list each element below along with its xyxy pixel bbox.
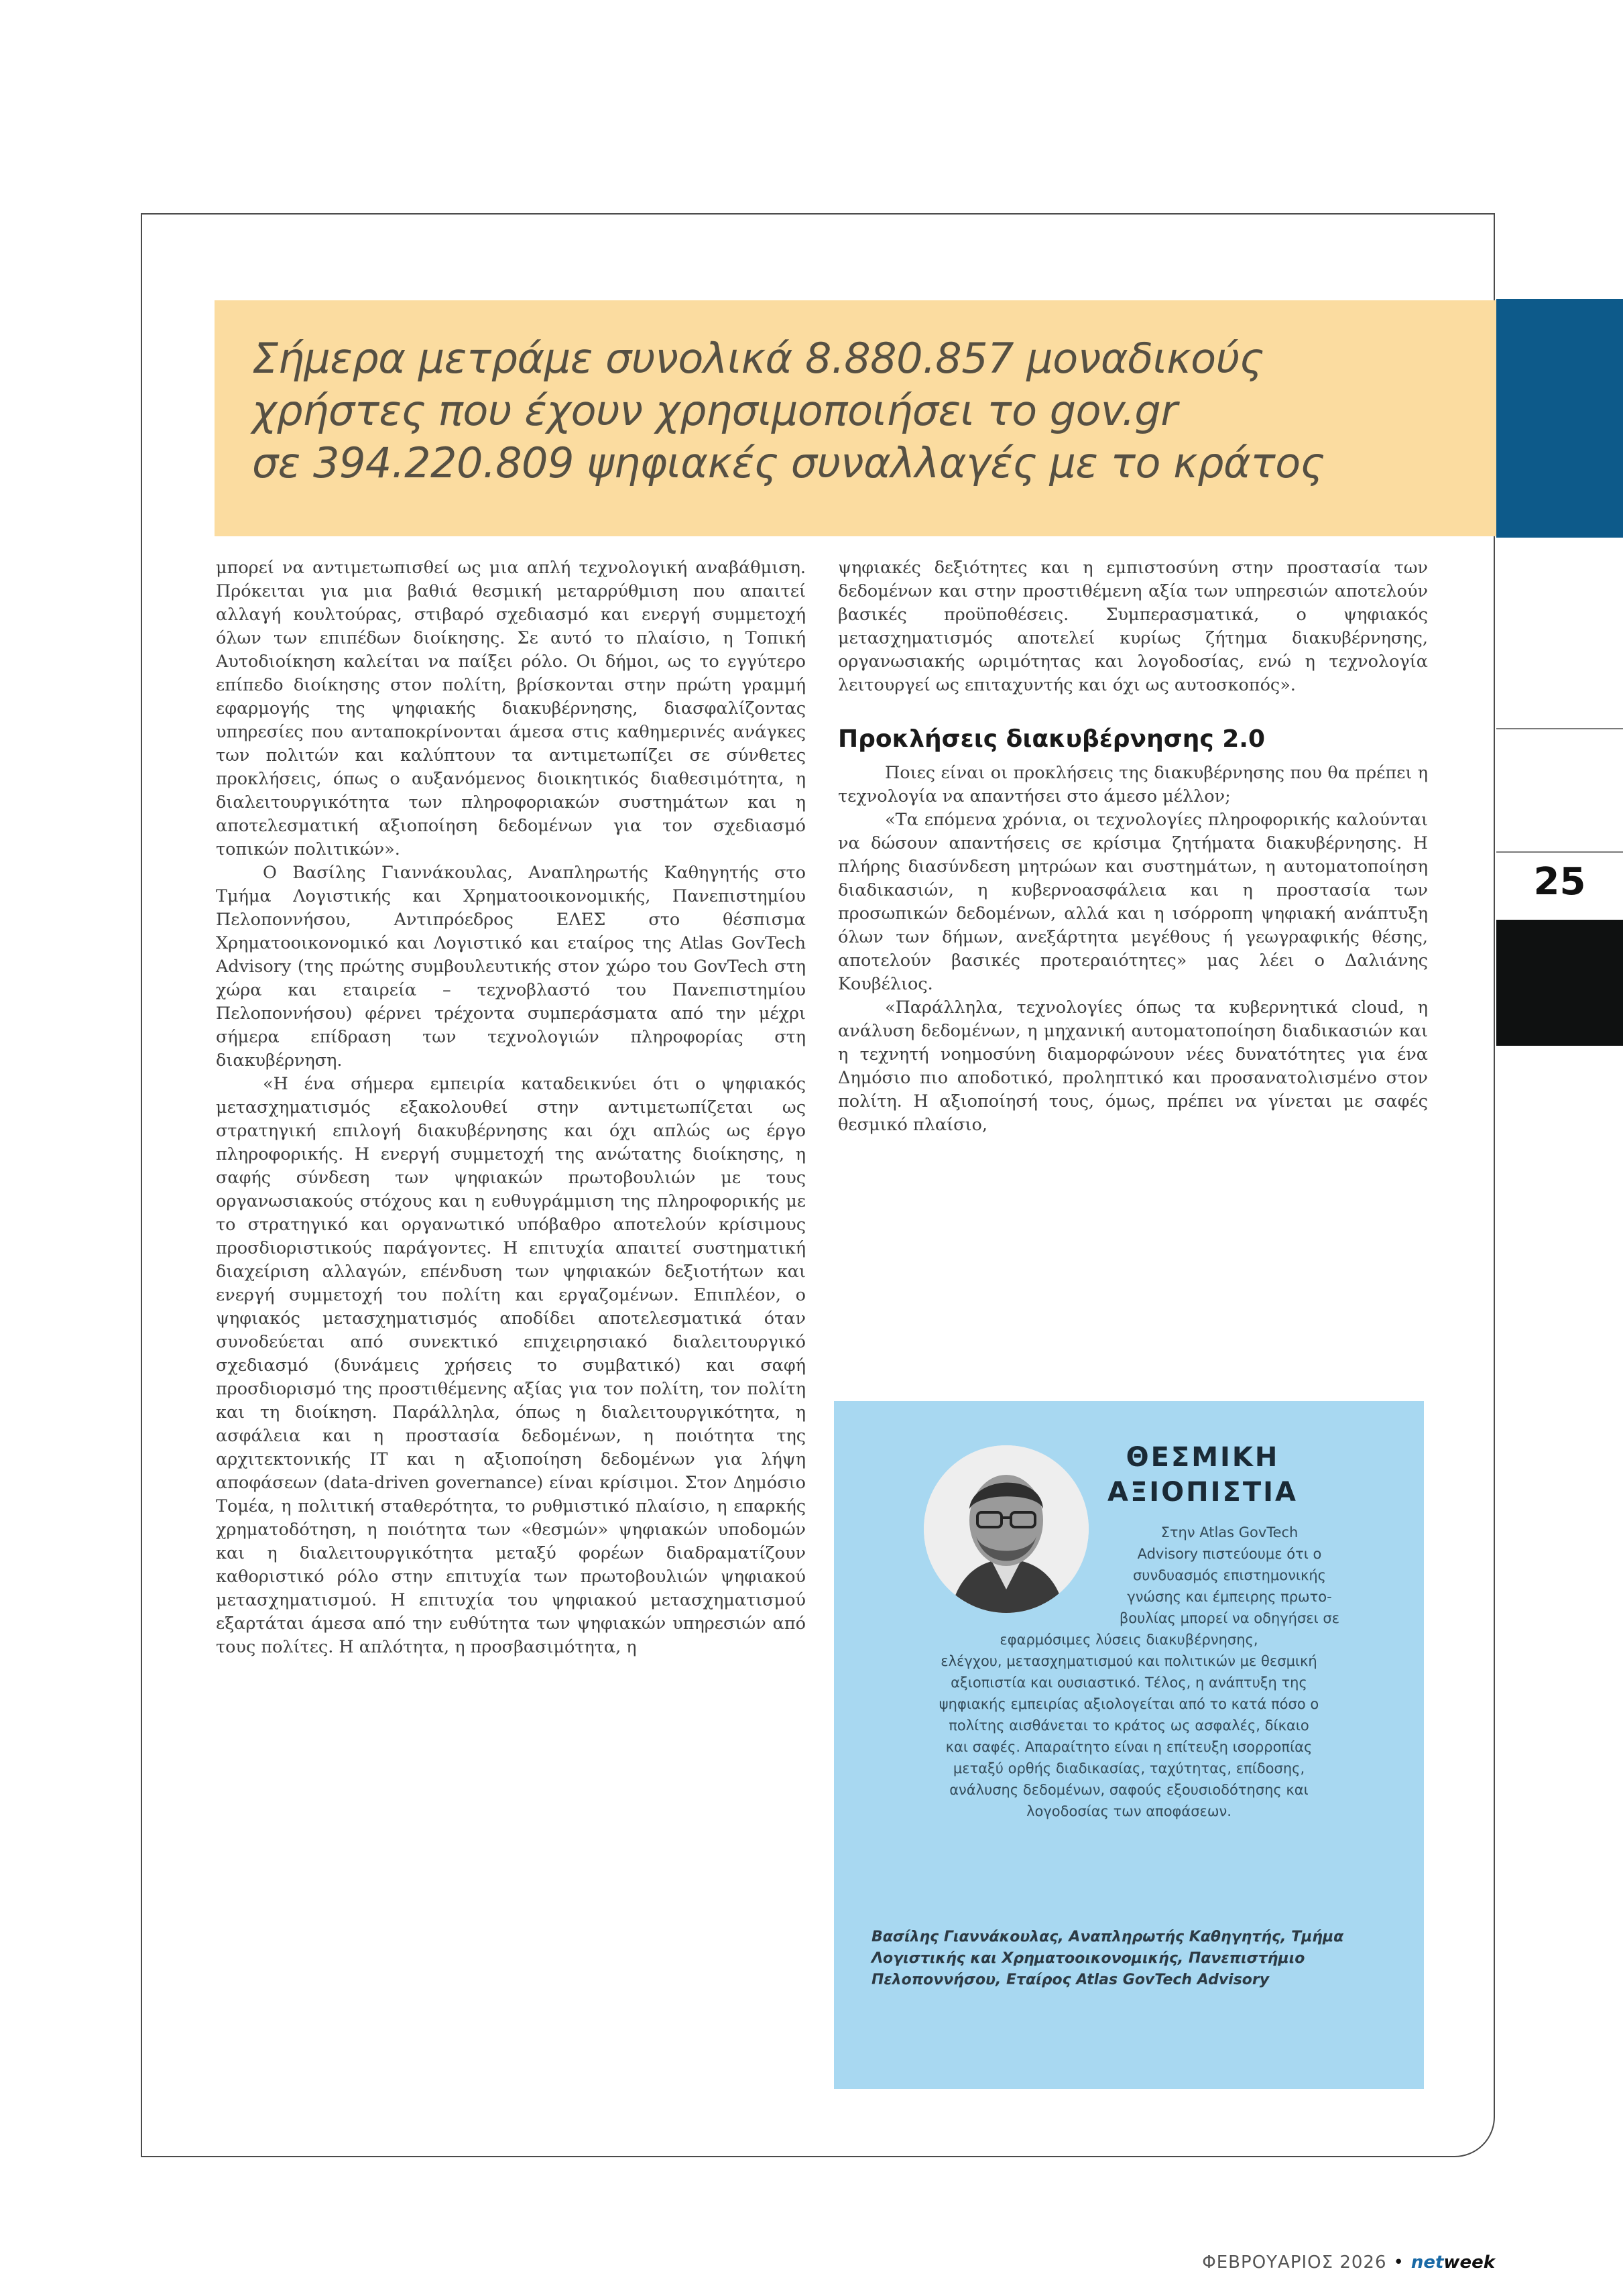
subheading: Προκλήσεις διακυβέρνησης 2.0: [838, 725, 1266, 753]
box-text-line: ελέγχου, μετασχηματισμού και πολιτικών με θεσμική: [941, 1653, 1317, 1669]
box-text-line: ψηφιακής εμπειρίας αξιολογείται από το κατά πόσο ο: [939, 1696, 1319, 1712]
brand-logo-net: net: [1410, 2252, 1444, 2273]
page-footer: [1140, 2252, 1495, 2273]
pull-quote-line-1: Σήμερα μετράμε συνολικά 8.880.857 μοναδικούς: [252, 334, 1264, 383]
paragraph: Ποιες είναι οι προκλήσεις της διακυβέρνησης που θα πρέπει η τεχνολογία να απαντήσει στο άμεσο μέλλον;: [838, 763, 1428, 806]
box-title: [1062, 1440, 1343, 1510]
box-text-line: συνδυασμός επιστημονικής: [1133, 1567, 1326, 1583]
tab-divider: [1496, 851, 1623, 853]
box-text-line: μεταξύ ορθής διαδικασίας, ταχύτητας, επίδοσης,: [953, 1760, 1305, 1776]
section-tab-blue: [1496, 299, 1623, 538]
box-text-line: λογοδοσίας των αποφάσεων.: [1026, 1803, 1231, 1819]
box-text-line: Στην Atlas GovTech: [1160, 1524, 1299, 1540]
page-number: 25: [1533, 860, 1586, 904]
issue-date: ΦΕΒΡΟΥΑΡΙΟΣ 2026: [1202, 2252, 1387, 2273]
paragraph: Ο Βασίλης Γιαννάκουλας, Αναπληρωτής Καθηγητής στο Τμήμα Λογιστικής και Χρηματοοικονομικής, Πανεπιστημίου Πελοποννήσου, Αντιπρόεδρος ΕΛΕΣ στο θέσπισμα Χρηματοοικονομικό και Λογιστικό και εταίρος της Atlas GovTech Advisory (της πρώτης συμβουλευτικής στον χώρο του GovTech στη χώρα και εταιρεία – τεχνοβλαστό του Πανεπιστημίου Πελοποννήσου) φέρνει τρέχοντα συμπεράσματα από την μέχρι σήμερα επίδραση των τεχνολογιών πληροφορίας στη διακυβέρνηση.: [216, 863, 806, 1071]
box-text-line: βουλίας μπορεί να οδηγήσει σε: [1119, 1610, 1340, 1626]
pull-quote-line-2: χρήστες που έχουν χρησιμοποιήσει το gov.gr: [252, 386, 1178, 435]
brand-logo-week: week: [1443, 2252, 1495, 2273]
box-title-line-1: ΘΕΣΜΙΚΗ: [1126, 1442, 1280, 1473]
pull-quote: [215, 300, 1496, 536]
paragraph: μπορεί να αντιμετωπισθεί ως μια απλή τεχνολογική αναβάθμιση. Πρόκειται για μια βαθιά θεσμική μεταρρύθμιση που απαιτεί αλλαγή κουλτούρας, στιβαρό σχεδιασμό και ενεργή συμμετοχή όλων των επιπέδων διοίκησης. Σε αυτό το πλαίσιο, η Τοπική Αυτοδιοίκηση καλείται να παίξει ρόλο. Οι δήμοι, ως το εγγύτερο επίπεδο διοίκησης στον πολίτη, βρίσκονται στην πρώτη γραμμή εφαρμογής της ψηφιακής διακυβέρνησης, διασφαλίζοντας υπηρεσίες που ανταποκρίνονται άμεσα στις καθημερινές ανάγκες των πολιτών και καλύπτουν τα αντιμετωπίζει σε σύνθετες προκλήσεις, όπως ο αυξανόμενος διοικητικός διαθεσιμότητα, η διαλειτουργικότητα των πληροφοριακών συστημάτων και η αποτελεσματική αξιοποίηση δεδομένων για τον σχεδιασμό τοπικών πολιτικών».: [216, 558, 806, 859]
box-text-line: πολίτης αισθάνεται το κράτος ως ασφαλές, δίκαιο: [949, 1717, 1309, 1734]
sidebar-box: [834, 1401, 1424, 2089]
paragraph: «Παράλληλα, τεχνολογίες όπως τα κυβερνητικά cloud, η ανάλυση δεδομένων, η μηχανική αυτοματοποίηση διαδικασιών και η τεχνητή νοημοσύνη διαμορφώνουν νέες δυνατότητες για ένα Δημόσιο πιο αποδοτικό, προληπτικό και προσανατολισμένο στον πολίτη. Η αξιοποίησή τους, όμως, πρέπει να γίνεται με σαφές θεσμικό πλαίσιο,: [838, 998, 1428, 1135]
article-right-column: [838, 556, 1428, 1137]
paragraph: «Η ένα σήμερα εμπειρία καταδεικνύει ότι ο ψηφιακός μετασχηματισμός εξακολουθεί στην αντιμετωπίζεται ως στρατηγική επιλογή διακυβέρνησης και όχι απλώς ως έργο πληροφορικής. Η ενεργή συμμετοχή της ανώτατης διοίκησης, η σαφής σύνδεση των ψηφιακών πρωτοβουλιών με τους οργανωσιακούς στόχους και η ευθυγράμμιση της πληροφορικής με το στρατηγικό και οργανωτικό υπόβαθρο αποτελούν κρίσιμους προσδιοριστικούς παράγοντες. Η επιτυχία απαιτεί συστηματική διαχείριση αλλαγών, επένδυση των ψηφιακών δεξιοτήτων και ενεργή συμμετοχή του πολίτη και εργαζομένων. Επιπλέον, ο ψηφιακός μετασχηματισμός αποδίδει αποτελεσματικά όταν συνοδεύεται από συνεκτικό επιχειρησιακό διαλειτουργικό σχεδιασμό (δυνάμεις χρήσεις το συμβατικό) και σαφή προσδιορισμό της προστιθέμενης αξίας για τον πολίτη, τον πολίτη και τη διοίκηση. Παράλληλα, όπως η διαλειτουργικότητα, η ασφάλεια και η προστασία δεδομένων, η ποιότητα της αρχιτεκτονικής ΙΤ και η αξιοποίηση δεδομένων για λήψη αποφάσεων (data-driven governance) είναι κρίσιμοι. Στον Δημόσιο Τομέα, η πολιτική σταθερότητα, το ρυθμιστικό πλαίσιο, η επαρκής χρηματοδότηση, η ποιότητα των «θεσμών» ψηφιακών υποδομών και η διαλειτουργικότητα μεταξύ φορέων διαδραματίζουν καθοριστικό ρόλο στην επιτυχία των πρωτοβουλιών ψηφιακού μετασχηματισμού. Η επιτυχία του ψηφιακού μετασχηματισμού εξαρτάται άμεσα από την ευθύτητα των ψηφιακών υπηρεσιών από τους πολίτες. Η απλότητα, η προσβασιμότητα, η: [216, 1074, 806, 1657]
tab-divider: [1496, 728, 1623, 729]
box-text-wrapped: [1089, 1522, 1370, 1629]
box-text-line: και σαφές. Απαραίτητο είναι η επίτευξη ισορροπίας: [945, 1739, 1313, 1755]
paragraph: ψηφιακές δεξιότητες και η εμπιστοσύνη στην προστασία των δεδομένων και στην προστιθέμενη αξία των υπηρεσιών αποτελούν βασικές προϋποθέσεις. Συμπερασματικά, ο ψηφιακός μετασχηματισμός αποτελεί κυρίως ζήτημα διακυβέρνησης, οργανωσιακής ωριμότητας και λογοδοσίας, ενώ η τεχνολογία λειτουργεί ως επιταχυντής και όχι ως αυτοσκοπός».: [838, 558, 1428, 695]
pull-quote-line-3: σε 394.220.809 ψηφιακές συναλλαγές με το κράτος: [252, 438, 1325, 487]
box-text-line: αξιοπιστία και ουσιαστικό. Τέλος, η ανάπτυξη της: [951, 1675, 1307, 1691]
paragraph: «Τα επόμενα χρόνια, οι τεχνολογίες πληροφορικής καλούνται να δώσουν απαντήσεις σε κρίσιμα ζητήματα διακυβέρνησης. Η πλήρης διασύνδεση μητρώων και συστημάτων, η αυτοματοποίηση διαδικασιών, η κυβερνοασφάλεια και η προστασία των προσωπικών δεδομένων, αλλά και η ισόρροπη ψηφιακή ανάπτυξη όλων των δήμων, ανεξάρτητα μεγέθους ή γεωγραφικής θέσης, αποτελούν βασικές προτεραιότητες» μας λέει ο Δαλιάνης Κουβέλιος.: [838, 810, 1428, 994]
box-text-line: Advisory πιστεύουμε ότι ο: [1137, 1546, 1322, 1562]
box-signature: Βασίλης Γιαννάκουλας, Αναπληρωτής Καθηγητής, Τμήμα Λογιστικής και Χρηματοοικονομικής, Πανεπιστήμιο Πελοποννήσου, Εταίρος Atlas GovTech Advisory: [871, 1929, 1344, 1988]
box-title-line-2: ΑΞΙΟΠΙΣΤΙΑ: [1107, 1477, 1298, 1508]
box-text-line: εφαρμόσιμες λύσεις διακυβέρνησης,: [1000, 1632, 1258, 1648]
box-text-line: ανάλυσης δεδομένων, σαφούς εξουσιοδότησης και: [949, 1782, 1309, 1798]
footer-separator: •: [1393, 2252, 1404, 2273]
box-text-full: [867, 1629, 1390, 1822]
section-tab-black: [1496, 920, 1623, 1046]
box-text-line: γνώσης και έμπειρης πρωτο-: [1127, 1589, 1332, 1605]
article-left-column: [216, 556, 806, 1659]
